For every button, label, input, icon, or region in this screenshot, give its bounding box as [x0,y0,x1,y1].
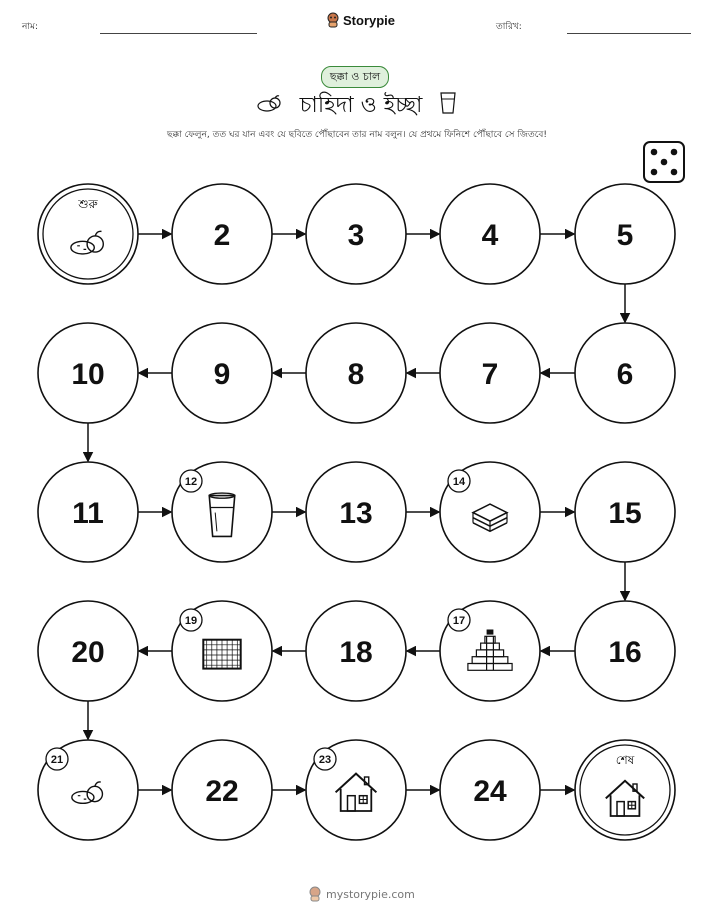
cell-number: 18 [339,636,373,669]
cell-number: 4 [481,219,499,252]
footer-mascot-icon [308,886,322,902]
cell-number: 10 [71,358,105,391]
board-cell-2[interactable] [172,184,272,284]
cell-number: 15 [608,497,642,530]
board-cell-5[interactable] [575,184,675,284]
title-text: চাহিদা ও ইচ্ছা [299,93,423,118]
cell-number: 11 [72,497,104,530]
cell-number: 5 [616,219,634,252]
cell-number: 6 [616,358,634,391]
svg-text:19: 19 [184,615,198,627]
board-cell-4[interactable] [440,184,540,284]
brand-name: Storypie [343,12,396,28]
footer-site[interactable]: mystorypie.com [326,887,415,901]
board-cell-19[interactable] [172,601,272,701]
finish-label: শেষ [615,753,635,767]
start-cell[interactable] [38,184,138,284]
board-cell-10[interactable] [38,323,138,423]
cell-number-badge [180,609,202,631]
board-cell-18[interactable] [306,601,406,701]
cell-number: 3 [347,219,365,252]
cell-number: 7 [481,358,499,391]
cell-number: 2 [213,219,231,252]
cell-number: 22 [205,775,239,808]
board-cell-24[interactable] [440,740,540,840]
cell-number-badge [448,609,470,631]
dice-icon [644,142,684,182]
board-cell-14[interactable] [440,462,540,562]
date-label: তারিখ: [496,22,522,32]
svg-text:23: 23 [318,754,332,766]
cell-number: 24 [473,775,507,808]
start-label: শুরু [78,197,98,211]
cell-number: 16 [608,636,642,669]
board-cell-8[interactable] [306,323,406,423]
instructions: ছক্কা ফেলুন, তত ঘর যান এবং যে ছবিতে পৌঁছাবেন তার নাম বলুন। যে প্রথমে ফিনিশে পৌঁছাবে সে জিতবে! [167,130,547,140]
board-cell-13[interactable] [306,462,406,562]
board-cell-21[interactable] [38,740,138,840]
footer [308,886,415,902]
board-cell-15[interactable] [575,462,675,562]
board-cell-17[interactable] [440,601,540,701]
cell-number-badge [314,748,336,770]
board-cell-16[interactable] [575,601,675,701]
game-tag: ছক্কা ও চাল [321,66,389,88]
board-cell-7[interactable] [440,323,540,423]
cell-number: 13 [339,497,373,530]
cell-number: 9 [213,358,231,391]
svg-text:21: 21 [50,754,64,766]
board-cell-11[interactable] [38,462,138,562]
svg-text:14: 14 [452,476,466,488]
board-cell-22[interactable] [172,740,272,840]
cell-number: 20 [71,636,105,669]
board-cell-6[interactable] [575,323,675,423]
svg-text:12: 12 [184,476,198,488]
cell-number-badge [180,470,202,492]
cell-number: 8 [347,358,365,391]
board-cell-3[interactable] [306,184,406,284]
board-cell-9[interactable] [172,323,272,423]
board-cells [38,184,675,840]
svg-text:17: 17 [452,615,466,627]
cell-number-badge [448,470,470,492]
cell-number-badge [46,748,68,770]
board-cell-12[interactable] [172,462,272,562]
name-label: নাম: [22,22,39,32]
board-cell-23[interactable] [306,740,406,840]
finish-cell[interactable] [575,740,675,840]
board-cell-20[interactable] [38,601,138,701]
